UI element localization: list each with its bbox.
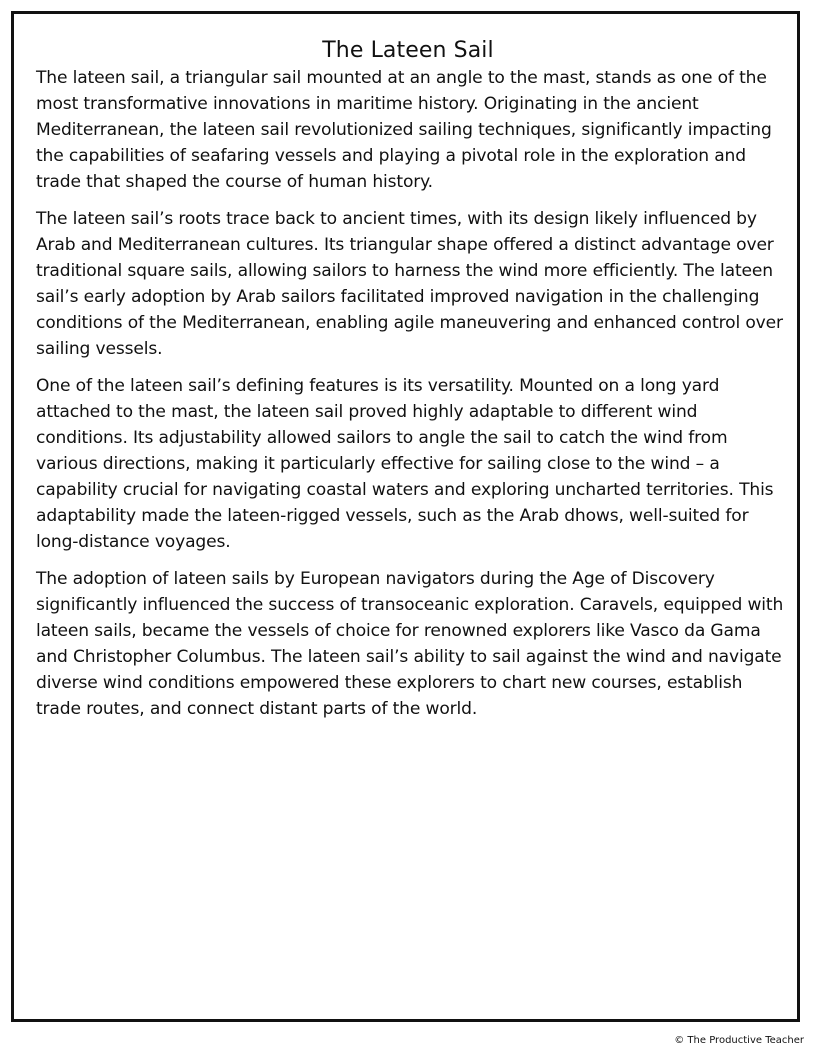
paragraph-2: The lateen sail’s roots trace back to ancient times, with its design likely influenced by Arab and Mediterranean cultures. Its triangular shape offered a distinct advantage over traditional square sails, allowing sailors to harness the wind more efficiently. The lateen sail’s early adoption by Arab sailors facilitated improved navigation in the challenging conditions of the Mediterranean, enabling agile maneuvering and enhanced control over sailing vessels. <box>36 209 783 359</box>
paragraph-3: One of the lateen sail’s defining features is its versatility. Mounted on a long yard attached to the mast, the lateen sail proved highly adaptable to different wind conditions. Its adjustability allowed sailors to angle the sail to catch the wind from various directions, making it particularly effective for sailing close to the wind – a capability crucial for navigating coastal waters and exploring uncharted territories. This adaptability made the lateen-rigged vessels, such as the Arab dhows, well-suited for long-distance voyages. <box>36 376 774 552</box>
page-title: The Lateen Sail <box>322 37 494 63</box>
article-body <box>36 65 784 733</box>
copyright-footer: © The Productive Teacher <box>674 1035 804 1046</box>
paragraph-4: The adoption of lateen sails by European navigators during the Age of Discovery significantly influenced the success of transoceanic exploration. Caravels, equipped with lateen sails, became the vessels of choice for renowned explorers like Vasco da Gama and Christopher Columbus. The lateen sail’s ability to sail against the wind and navigate diverse wind conditions empowered these explorers to chart new courses, establish trade routes, and connect distant parts of the world. <box>36 569 784 719</box>
paragraph-1: The lateen sail, a triangular sail mounted at an angle to the mast, stands as one of the most transformative innovations in maritime history. Originating in the ancient Mediterranean, the lateen sail revolutionized sailing techniques, significantly impacting the capabilities of seafaring vessels and playing a pivotal role in the exploration and trade that shaped the course of human history. <box>36 68 772 192</box>
